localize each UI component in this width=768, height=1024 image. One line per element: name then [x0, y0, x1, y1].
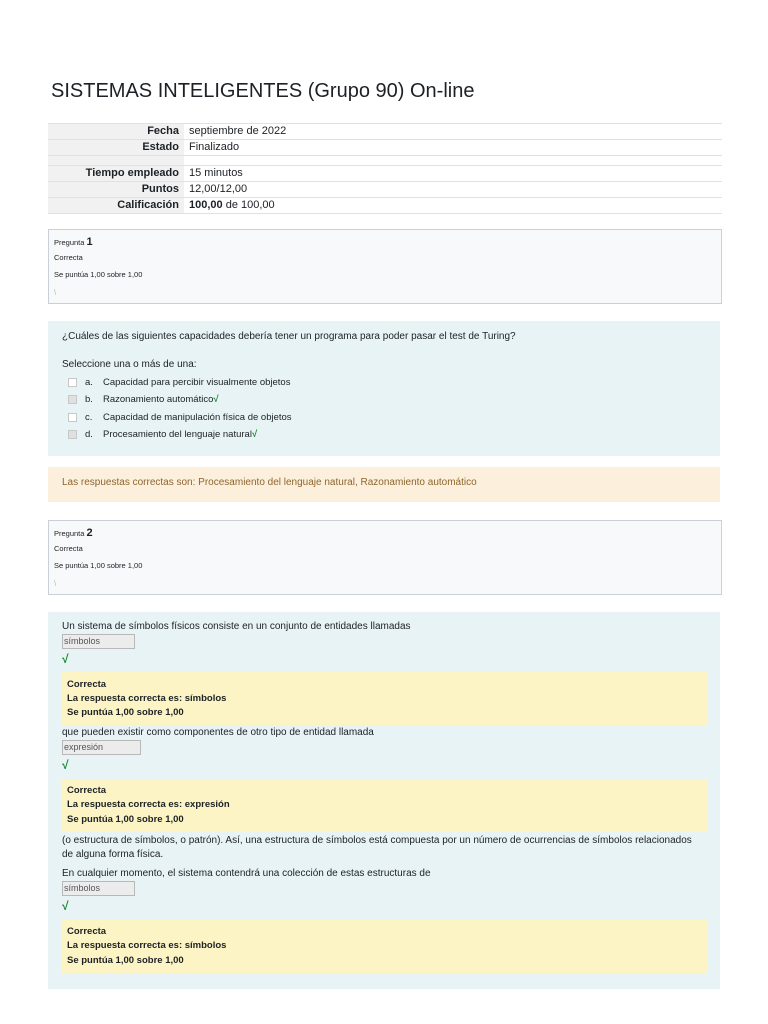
answer-field-3[interactable]: símbolos — [62, 881, 135, 896]
answer-option-a[interactable] — [68, 377, 290, 388]
question-text: En cualquier momento, el sistema contendrá una colección de estas estructuras de — [62, 868, 431, 879]
option-letter: a. — [85, 377, 93, 388]
question-1-feedback — [48, 467, 720, 502]
correct-check-icon: √ — [62, 758, 69, 772]
feedback-answer: La respuesta correcta es: símbolos — [67, 940, 227, 951]
question-1-info — [48, 229, 722, 304]
summary-label: Puntos — [48, 182, 184, 198]
grade-total: de 100,00 — [222, 199, 275, 211]
question-number-value: 2 — [86, 527, 93, 539]
attempt-summary-table — [48, 123, 722, 214]
checkbox[interactable] — [68, 413, 77, 422]
flag-question-icon[interactable]: \ — [54, 288, 57, 297]
option-text: Razonamiento automático — [103, 394, 214, 405]
option-text: Capacidad para percibir visualmente objetos — [103, 377, 291, 388]
summary-label: Calificación — [48, 198, 184, 214]
summary-value: Finalizado — [184, 140, 722, 156]
question-number — [54, 527, 93, 539]
question-2-info — [48, 520, 722, 595]
summary-label: Tiempo empleado — [48, 166, 184, 182]
checkbox[interactable] — [68, 395, 77, 404]
question-text: que pueden existir como componentes de otro tipo de entidad llamada — [62, 727, 374, 738]
feedback-state: Correcta — [67, 679, 107, 690]
question-label: Pregunta — [54, 238, 87, 247]
option-text: Procesamiento del lenguaje natural — [103, 429, 252, 440]
summary-value: 15 minutos — [184, 166, 722, 182]
correct-check-icon: √ — [213, 394, 219, 405]
question-number — [54, 236, 93, 248]
correct-answers-text: Las respuestas correctas son: Procesamiento del lenguaje natural, Razonamiento automático — [62, 477, 477, 488]
option-letter: c. — [85, 412, 93, 423]
answer-option-d[interactable] — [68, 429, 257, 440]
correct-check-icon: √ — [251, 429, 258, 440]
summary-value: 12,00/12,00 — [184, 182, 722, 198]
feedback-answer: La respuesta correcta es: expresión — [67, 799, 230, 810]
correct-check-icon: √ — [62, 899, 69, 913]
option-letter: b. — [85, 394, 93, 405]
question-text: ¿Cuáles de las siguientes capacidades debería tener un programa para poder pasar el test de Turing? — [62, 331, 516, 342]
question-grade: Se puntúa 1,00 sobre 1,00 — [54, 270, 143, 279]
summary-spacer — [48, 156, 722, 166]
feedback-answer: La respuesta correcta es: símbolos — [67, 693, 227, 704]
feedback-grade: Se puntúa 1,00 sobre 1,00 — [67, 814, 184, 825]
feedback-state: Correcta — [67, 926, 107, 937]
summary-row-estado — [48, 140, 722, 156]
checkbox[interactable] — [68, 378, 77, 387]
grade-score: 100,00 — [189, 199, 223, 211]
option-text: Capacidad de manipulación física de objetos — [103, 412, 292, 423]
summary-row-tiempo — [48, 166, 722, 182]
answer-prompt: Seleccione una o más de una: — [62, 359, 197, 370]
answer-feedback-1 — [62, 672, 708, 725]
answer-field-2[interactable]: expresión — [62, 740, 141, 755]
correct-check-icon: √ — [62, 652, 69, 666]
answer-option-c[interactable] — [68, 412, 292, 423]
summary-row-fecha — [48, 124, 722, 140]
question-state: Correcta — [54, 253, 83, 262]
answer-field-1[interactable]: símbolos — [62, 634, 135, 649]
feedback-state: Correcta — [67, 785, 107, 796]
summary-value — [184, 198, 722, 214]
question-text: Un sistema de símbolos físicos consiste en un conjunto de entidades llamadas — [62, 621, 411, 632]
answer-feedback-3 — [62, 920, 708, 973]
question-2-content — [48, 612, 720, 989]
question-grade: Se puntúa 1,00 sobre 1,00 — [54, 561, 143, 570]
answer-option-b[interactable] — [68, 394, 219, 405]
question-label: Pregunta — [54, 529, 87, 538]
page-title: SISTEMAS INTELIGENTES (Grupo 90) On-line — [51, 80, 475, 102]
summary-row-puntos — [48, 182, 722, 198]
answer-feedback-2 — [62, 779, 708, 832]
question-text: (o estructura de símbolos, o patrón). Así, una estructura de símbolos está compuesta por un número de ocurrencias de símbolos relacionados de alguna forma física. — [62, 835, 692, 860]
checkbox[interactable] — [68, 430, 77, 439]
summary-value: septiembre de 2022 — [184, 124, 722, 140]
feedback-grade: Se puntúa 1,00 sobre 1,00 — [67, 707, 184, 718]
summary-label: Estado — [48, 140, 184, 156]
feedback-grade: Se puntúa 1,00 sobre 1,00 — [67, 955, 184, 966]
flag-question-icon[interactable]: \ — [54, 579, 57, 588]
option-letter: d. — [85, 429, 93, 440]
question-state: Correcta — [54, 544, 83, 553]
question-1-content — [48, 321, 720, 456]
summary-row-calificacion — [48, 198, 722, 214]
question-number-value: 1 — [86, 236, 93, 248]
summary-label: Fecha — [48, 124, 184, 140]
